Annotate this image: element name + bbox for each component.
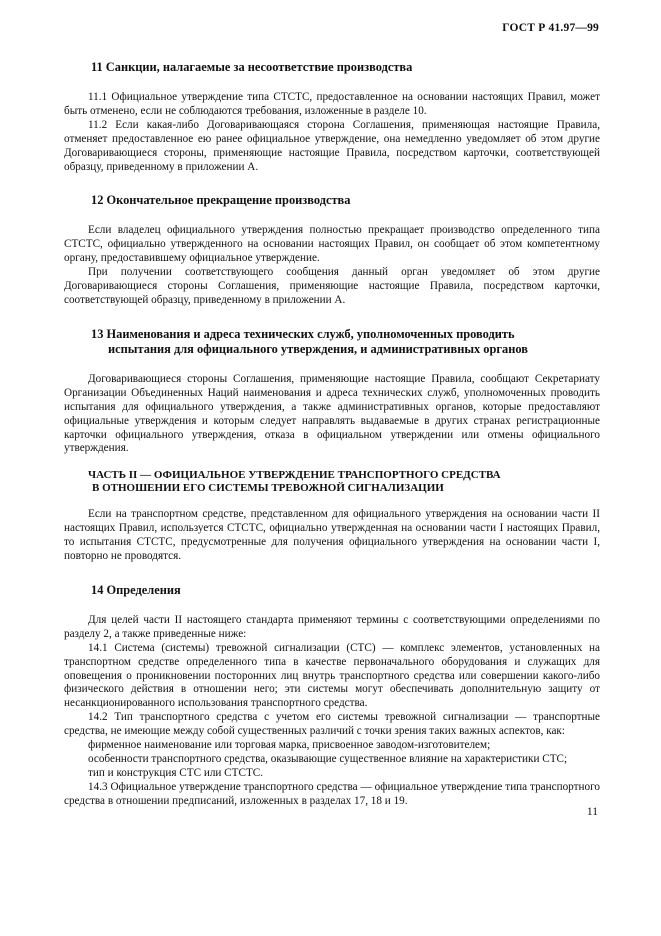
section-12-title: 12 Окончательное прекращение производства <box>91 193 351 208</box>
paragraph-12-2: При получении соответствующего сообщения данный орган уведомляет об этом другие Договаривающиеся стороны Соглашения, применяющие настоящие Правила, посредством карточки, соответствующей образцу, приведенному в приложении А. <box>64 266 600 306</box>
paragraph-12-1: Если владелец официального утверждения полностью прекращает производство определенного типа СТСТС, официально утвержденного на основании настоящих Правил, он сообщает об этом компетентному органу, предоставившему официальное утверждение. <box>64 224 600 265</box>
paragraph-11-1: 11.1 Официальное утверждение типа СТСТС, предоставленное на основании настоящих Правил, может быть отменено, если не соблюдаются требования, изложенные в разделе 10. <box>64 91 600 117</box>
paragraph-14-1: 14.1 Система (системы) тревожной сигнализации (СТС) — комплекс элементов, установленных на транспортном средстве определенного типа в качестве первоначального оборудования и служащих для оповещения о проникновении посторонних лиц внутрь транспортного средства или совершении какого-либо физического действия в отношении него; эти системы могут обеспечивать дополнительную защиту от несанкционированного использования транспортного средства. <box>64 641 600 710</box>
section-13-title-line2: испытания для официального утверждения, и административных органов <box>108 341 528 356</box>
page-number: 11 <box>586 806 598 818</box>
paragraph-14-2: 14.2 Тип транспортного средства с учетом его системы тревожной сигнализации — транспортные средства, не имеющие между собой существенных различий с точки зрения таких важных аспектов, как: <box>64 711 600 738</box>
part-2-title <box>64 469 600 495</box>
section-13-title-line1: 13 Наименования и адреса технических служб, уполномоченных проводить <box>91 326 515 341</box>
section-11-title: 11 Санкции, налагаемые за несоответствие производства <box>91 60 413 74</box>
part-2-title-line2: В ОТНОШЕНИИ ЕГО СИСТЕМЫ ТРЕВОЖНОЙ СИГНАЛИЗАЦИИ <box>92 482 444 495</box>
paragraph-14-intro: Для целей части II настоящего стандарта применяют термины с соответствующими определениями по разделу 2, а также приведенные ниже: <box>64 613 600 640</box>
section-13-title <box>64 327 600 357</box>
paragraph-14-2-item-2: особенности транспортного средства, оказывающие существенное влияние на характеристики СТС; <box>88 753 568 765</box>
paragraph-14-2-item-1: фирменное наименование или торговая марка, присвоенное заводом-изготовителем; <box>88 739 491 752</box>
paragraph-14-2-item-3: тип и конструкция СТС или СТСТС. <box>88 766 264 779</box>
paragraph-11-2: 11.2 Если какая-либо Договаривающаяся сторона Соглашения, применяющая настоящие Правила, отменяет предоставленное ею ранее официальное утверждение, она немедленно уведомляет об этом другие Договаривающиеся стороны, применяющие настоящие Правила, посредством карточки, соответствующей образцу, приведенному в приложении А. <box>64 118 600 173</box>
paragraph-14-3: 14.3 Официальное утверждение транспортного средства — официальное утверждение типа транспортного средства в отношении предписаний, изложенных в разделах 17, 18 и 19. <box>64 780 600 807</box>
standard-header: ГОСТ Р 41.97—99 <box>502 22 599 34</box>
document-body <box>64 60 600 809</box>
paragraph-13: Договаривающиеся стороны Соглашения, применяющие настоящие Правила, сообщают Секретариату Организации Объединенных Наций наименования и адреса технических служб, уполномоченных проводить испытания для официального утверждения, а также административных органов, которые предоставляют официальные утверждения и которым следует направлять выдаваемые в других странах регистрационные карточки официального утверждения, отказа в официальном утверждении или отмены официального утверждения. <box>64 372 600 455</box>
section-14-title: 14 Определения <box>91 582 181 597</box>
part-2-title-line1: ЧАСТЬ II — ОФИЦИАЛЬНОЕ УТВЕРЖДЕНИЕ ТРАНСПОРТНОГО СРЕДСТВА <box>88 469 501 482</box>
paragraph-part-2: Если на транспортном средстве, представленном для официального утверждения на основании части II настоящих Правил, используется СТСТС, официально утвержденная на основании части I настоящих Правил, то испытания СТСТС, предусмотренные для получения официального утверждения на основании части I, повторно не проводятся. <box>64 508 600 563</box>
